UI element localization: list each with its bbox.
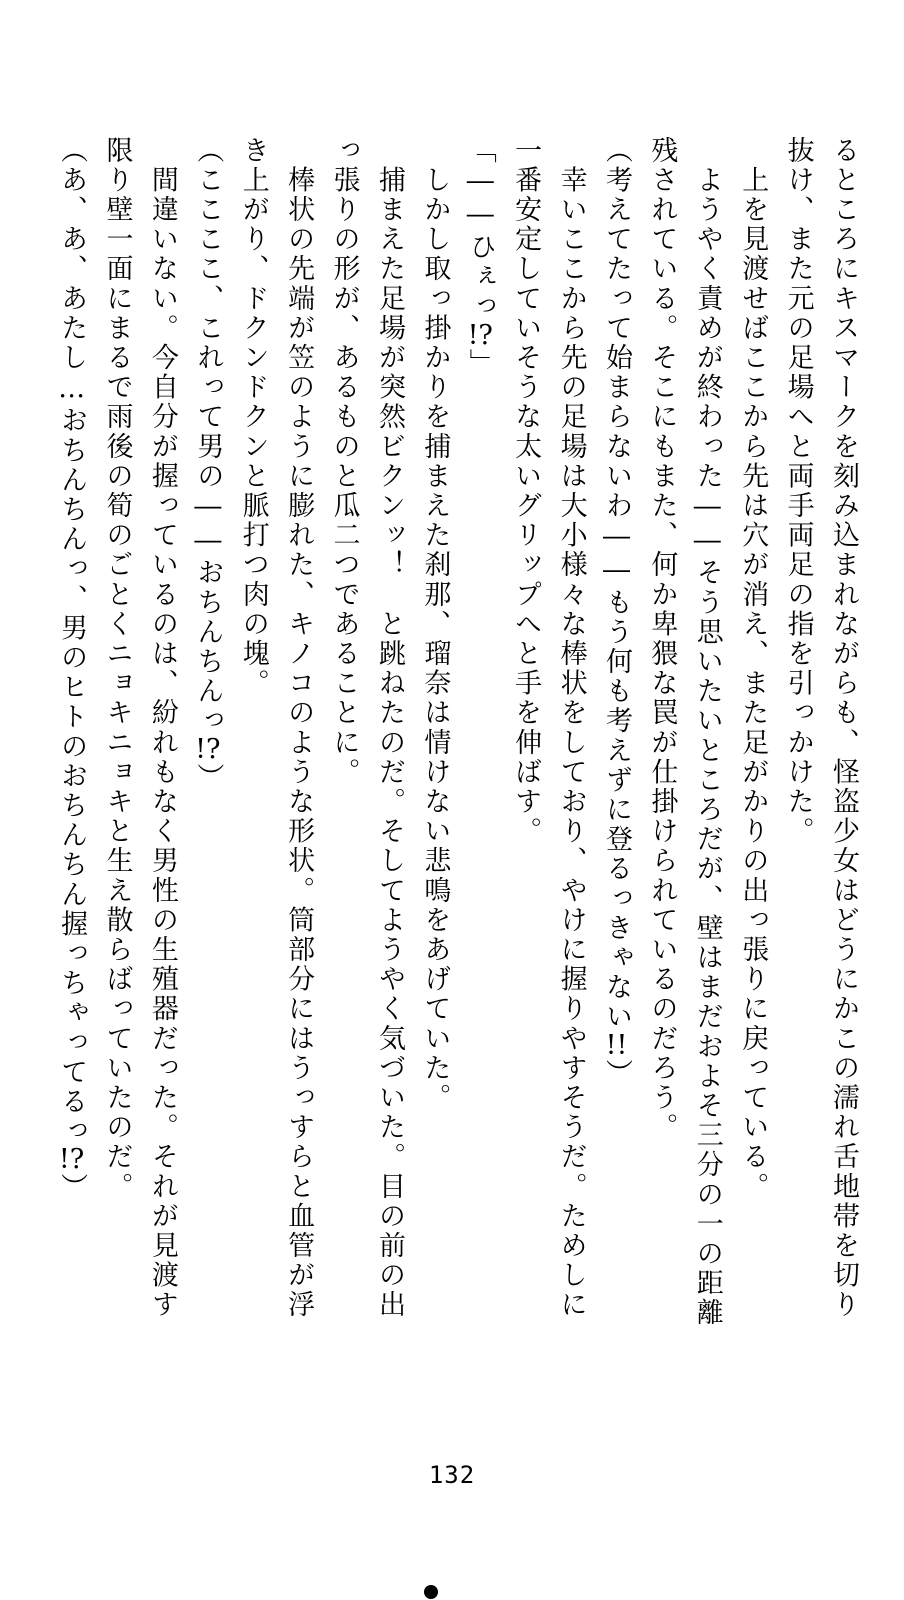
text-line: 棒状の先端が笠のように膨れた、キノコのような形状。筒部分にはうっすらと血管が浮 (283, 136, 315, 1320)
text-line: （あ、あ、あたし…おちんちんっ、男のヒトのおちんちん握っちゃってるっ!?） (56, 136, 88, 1204)
text-line: ようやく責めが終わった――そう思いたいところだが、壁はまだおよそ三分の一の距離 (691, 136, 723, 1328)
page-marker-dot (424, 1585, 438, 1599)
text-line: 抜け、また元の足場へと両手両足の指を引っかけた。 (782, 136, 814, 847)
text-line: （考えてたって始まらないわ――もう何も考えずに登るっきゃない!!） (600, 136, 632, 1089)
text-line: 上を見渡せばここから先は穴が消え、また足がかりの出っ張りに戻っている。 (737, 136, 769, 1202)
text-line: 一番安定していそうな太いグリップへと手を伸ばす。 (510, 136, 542, 847)
text-line: しかし取っ掛かりを捕まえた刹那、瑠奈は情けない悲鳴をあげていた。 (419, 136, 451, 1113)
text-line: 「――ひぇっ!?」 (464, 136, 496, 379)
page-number: 132 (428, 1461, 476, 1489)
text-line: 捕まえた足場が突然ビクンッ！ と跳ねたのだ。そしてようやく気づいた。目の前の出 (373, 136, 405, 1320)
text-line: るところにキスマークを刻み込まれながらも、怪盗少女はどうにかこの濡れ舌地帯を切り (828, 136, 859, 1320)
text-line: 間違いない。今自分が握っているのは、紛れもなく男性の生殖器だった。それが見渡す (146, 136, 178, 1320)
text-line: き上がり、ドクンドクンと脈打つ肉の塊。 (237, 136, 269, 699)
text-line: っ張りの形が、あるものと瓜二つであることに。 (328, 136, 360, 788)
text-line: 残されている。そこにもまた、何か卑猥な罠が仕掛けられているのだろう。 (646, 136, 678, 1143)
text-line: 限り壁一面にまるで雨後の筍のごとくニョキニョキと生え散らばっていたのだ。 (101, 136, 133, 1202)
text-line: 幸いここから先の足場は大小様々な棒状をしており、やけに握りやすそうだ。ためしに (555, 136, 587, 1320)
text-line: （ここここ、これって男の――おちんちんっ!?） (192, 136, 224, 793)
body-text (36, 136, 866, 1356)
